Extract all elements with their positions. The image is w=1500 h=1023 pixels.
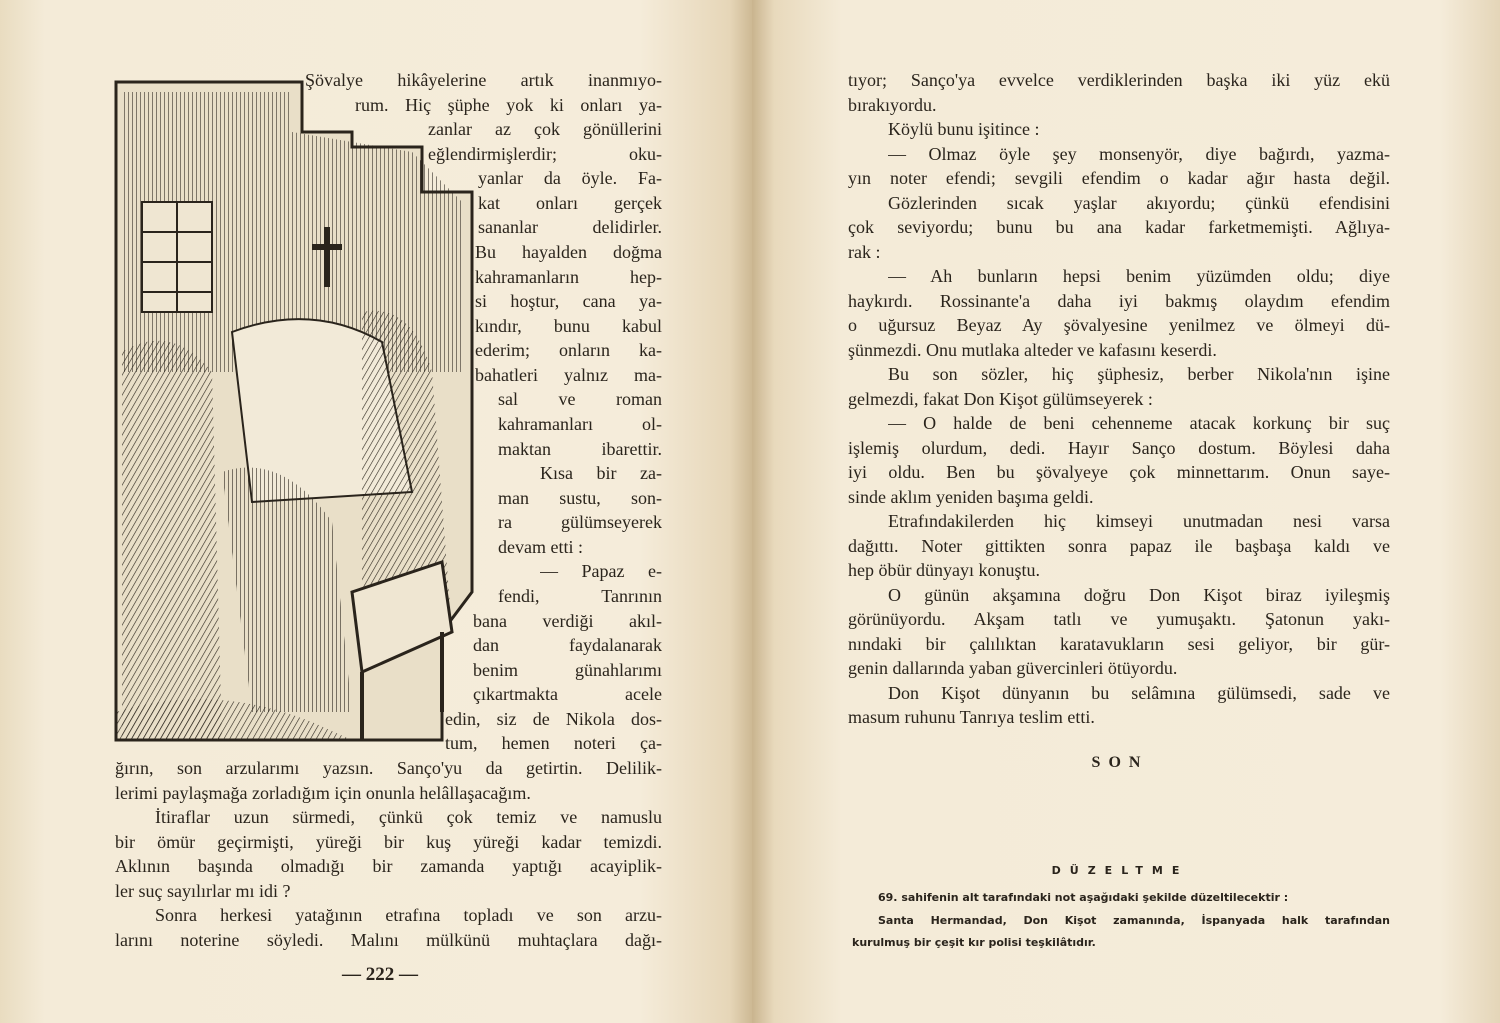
text-line: çok seviyordu; bunu bu ana kadar farketmemişti. Ağlıya-	[848, 217, 1390, 237]
text-line: Don Kişot dünyanın bu selâmına gülümsedi, sade ve	[888, 682, 1390, 703]
text-line: Şövalye hikâyelerine artık inanmıyo-	[305, 70, 662, 90]
text-line: devam etti :	[498, 536, 583, 557]
text-line: rak :	[848, 241, 881, 262]
text-line: ederim; onların ka-	[475, 340, 662, 361]
text-line: çıkartmakta acele	[473, 684, 662, 705]
text-line: Sonra herkesi yatağının etrafına topladı ve son arzu-	[155, 905, 662, 926]
text-line: Aklının başında olmadığı bir zamanda yaptığı acayiplik-	[115, 856, 662, 877]
deathbed-illustration	[112, 72, 484, 744]
text-line: kındır, bunu kabul	[475, 315, 662, 336]
text-line: sinde aklım yeniden başıma geldi.	[848, 486, 1094, 507]
text-line: Köylü bunu işitince :	[888, 119, 1040, 139]
text-line: tıyor; Sanço'ya evvelce verdiklerinden başka iki yüz ekü	[848, 70, 1390, 90]
text-line: Kısa bir za-	[540, 463, 662, 484]
text-line: ğırın, son arzularımı yazsın. Sanço'yu da getirtin. Delilik-	[115, 757, 662, 778]
text-line: şünmezdi. Onu mutlaka alteder ve kafasını keserdi.	[848, 339, 1217, 360]
errata-line: Santa Hermandad, Don Kişot zamanında, İspanyada halk tarafından	[878, 914, 1390, 927]
text-line: sananlar delidirler.	[478, 217, 662, 238]
text-line: bahatleri yalnız ma-	[475, 364, 662, 385]
text-line: O günün akşamına doğru Don Kişot biraz iyileşmiş	[888, 584, 1390, 605]
end-mark: SON	[1091, 754, 1149, 771]
text-line: rum. Hiç şüphe yok ki onları ya-	[355, 94, 662, 115]
text-line: genin dallarında yaban güvercinleri ötüyordu.	[848, 658, 1178, 678]
text-line: ler suç sayılırlar mı idi ?	[115, 880, 291, 901]
text-line: İtiraflar uzun sürmedi, çünkü çok temiz ve namuslu	[155, 807, 662, 828]
text-line: fendi, Tanrının	[498, 585, 662, 606]
text-line: benim günahlarımı	[473, 659, 662, 680]
text-line: görünüyordu. Akşam tatlı ve yumuşaktı. Şatonun yakı-	[848, 609, 1390, 629]
text-line: — O halde de beni cehenneme atacak korkunç bir suç	[888, 413, 1390, 433]
text-line: haykırdı. Rossinante'a daha iyi bakmış olaydım efendim	[848, 290, 1390, 311]
text-line: Bu hayalden doğma	[475, 241, 662, 262]
text-line: — Olmaz öyle şey monsenyör, diye bağırdı, yazma-	[888, 143, 1390, 164]
text-line: eğlendirmişlerdir; oku-	[428, 143, 662, 164]
text-line: o uğursuz Beyaz Ay şövalyesine yenilmez ve ölmeyi dü-	[848, 315, 1390, 335]
text-line: dan faydalanarak	[473, 635, 662, 656]
text-line: maktan ibarettir.	[498, 438, 662, 459]
text-line: Gözlerinden sıcak yaşlar akıyordu; çünkü efendisini	[888, 192, 1390, 213]
errata-line: 69. sahifenin alt tarafındaki not aşağıdaki şekilde düzeltilecektir :	[878, 891, 1289, 904]
text-line: bir ömür geçirmişti, yüreği bir kuş yüreği kadar temizdi.	[115, 831, 662, 852]
text-line: tum, hemen noteri ça-	[445, 733, 662, 754]
text-line: man sustu, son-	[498, 487, 662, 508]
text-line: Bu son sözler, hiç şüphesiz, berber Nikola'nın işine	[888, 364, 1390, 384]
text-line: larını noterine söyledi. Malını mülkünü muhtaçlara dağı-	[115, 929, 662, 950]
text-line: si hoştur, cana ya-	[475, 291, 662, 312]
errata-line: kurulmuş bir çeşit kır polisi teşkilâtıdır.	[852, 936, 1096, 949]
text-line: kat onları gerçek	[478, 192, 662, 213]
text-line: kahramanları ol-	[498, 413, 662, 434]
text-line: masum ruhunu Tanrıya teslim etti.	[848, 707, 1095, 727]
text-line: yın noter efendi; sevgili efendim o kadar ağır hasta değil.	[848, 168, 1390, 188]
text-line: Etrafındakilerden hiç kimseyi unutmadan nesi varsa	[888, 511, 1390, 531]
page-number: — 222 —	[342, 964, 418, 985]
text-line: dağıttı. Noter gittikten sonra papaz ile başbaşa kaldı ve	[848, 535, 1390, 556]
text-line: sal ve roman	[498, 389, 662, 410]
text-line: ra gülümseyerek	[498, 512, 662, 533]
text-line: — Ah bunların hepsi benim yüzümden oldu; diye	[888, 266, 1390, 286]
text-line: kahramanların hep-	[475, 266, 662, 287]
text-line: yanlar da öyle. Fa-	[478, 168, 662, 189]
text-line: gelmezdi, fakat Don Kişot gülümseyerek :	[848, 388, 1153, 409]
text-line: — Papaz e-	[540, 561, 662, 582]
text-line: nındaki bir çalılıktan karatavukların sesi geliyor, bir gür-	[848, 633, 1390, 654]
text-line: iyi oldu. Ben bu şövalyeye çok minnettarım. Onun saye-	[848, 462, 1390, 482]
text-line: zanlar az çok gönüllerini	[428, 119, 662, 140]
text-line: bırakıyordu.	[848, 94, 937, 115]
text-line: lerimi paylaşmağa zorladığım için onunla helâllaşacağım.	[115, 782, 531, 803]
text-line: işlemiş olurdum, dedi. Hayır Sanço dostum. Böylesi daha	[848, 437, 1390, 458]
text-line: edin, siz de Nikola dos-	[445, 708, 662, 729]
text-line: hep öbür dünyayı konuştu.	[848, 560, 1040, 580]
text-line: bana verdiği akıl-	[473, 610, 662, 631]
errata-title: DÜZELTME	[1051, 864, 1189, 877]
